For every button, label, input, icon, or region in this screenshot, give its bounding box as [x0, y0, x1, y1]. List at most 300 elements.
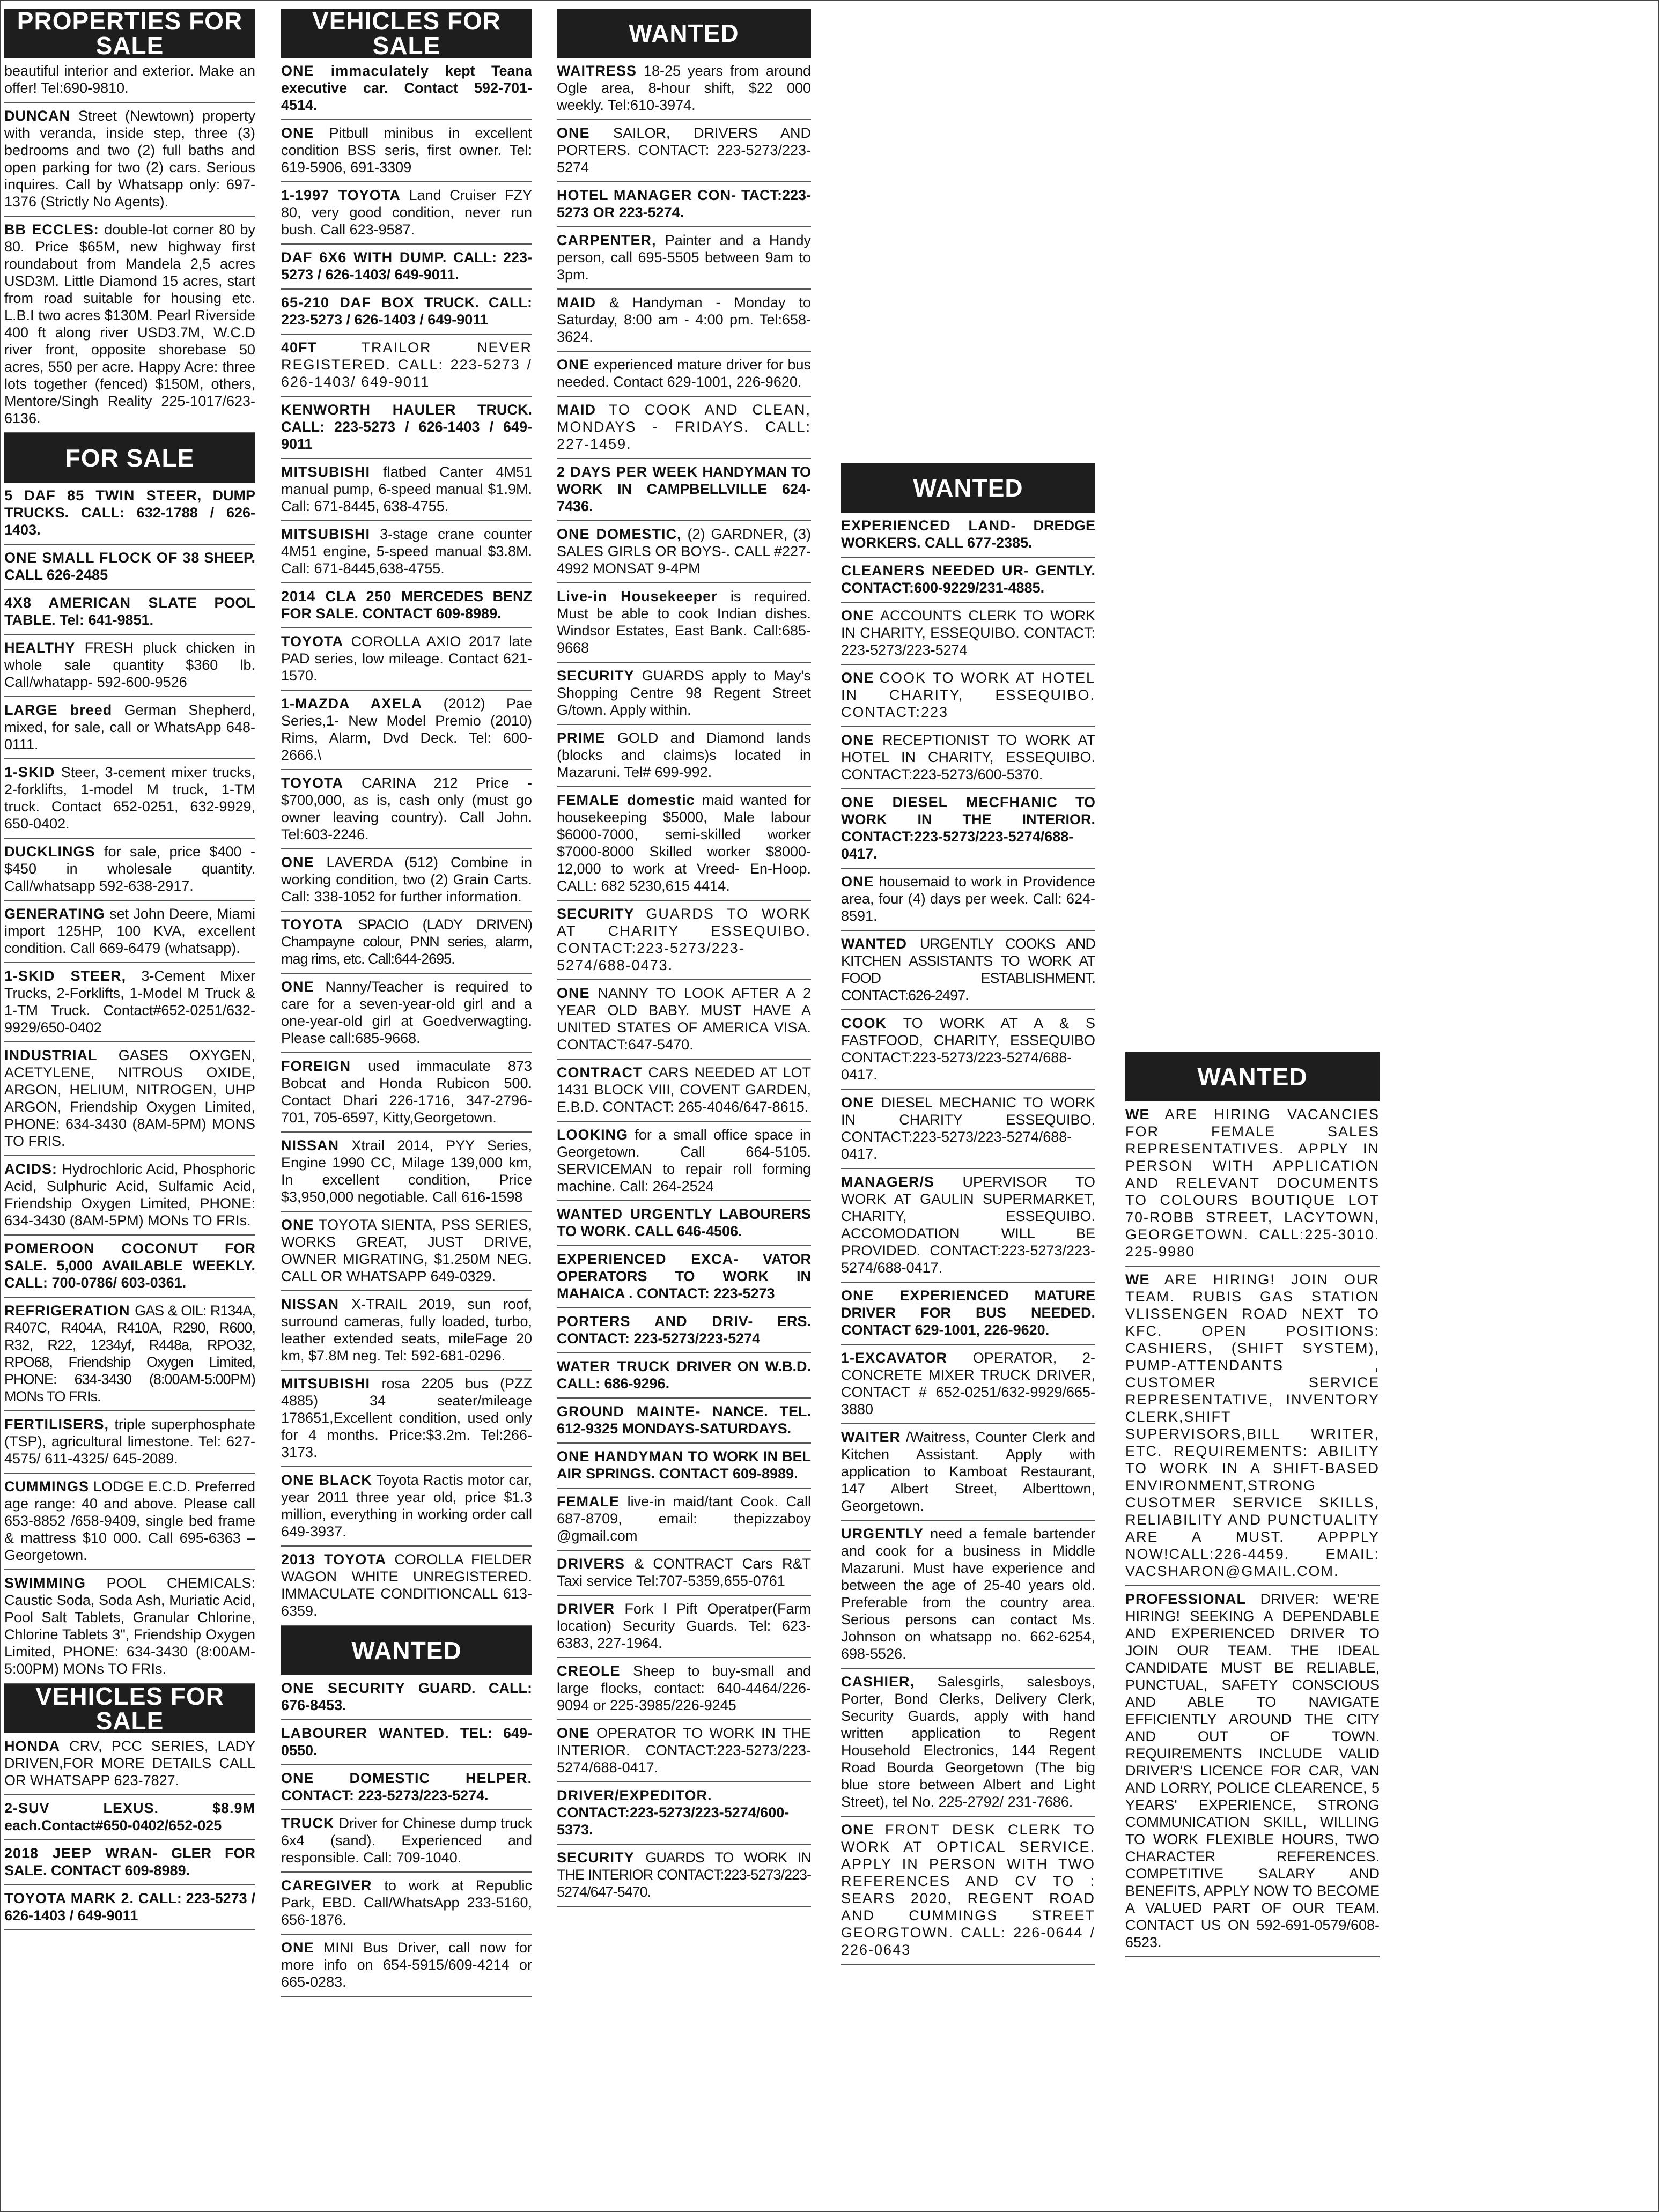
classified-ad [281, 1675, 532, 1720]
ad-text: CALL: 223-5273 / 626-1403 / 649-9011 [4, 1890, 255, 1924]
ad-lead: MAID [557, 294, 596, 310]
ad-text: for a small office space in Georgetown. Call 664-5105. SERVICEMAN to repair roll forming machine. Call: 264-2524 [557, 1127, 811, 1194]
classified-ad [841, 931, 1095, 1010]
section-heading: WANTED [1125, 1052, 1380, 1101]
section-heading: FOR SALE [4, 433, 255, 483]
ad-text: COROLLA AXIO 2017 late PAD series, low mileage. Contact 621-1570. [281, 633, 532, 684]
ad-lead: COOK [841, 1015, 887, 1031]
classified-ad [281, 974, 532, 1053]
classified-ad [557, 901, 811, 980]
ad-lead: ONE BLACK [281, 1472, 372, 1488]
section-heading: PROPERTIES FOR SALE [4, 9, 255, 58]
classified-ad [841, 789, 1095, 869]
classified-ad [841, 1090, 1095, 1169]
ad-text: VATOR OPERATORS TO WORK IN MAHAICA . CONTACT: 223-5273 [557, 1251, 811, 1301]
classified-ad [281, 1467, 532, 1547]
classified-ad [841, 727, 1095, 789]
ad-text: TO WORK AT A & S FASTFOOD, CHARITY, ESSEQUIBO CONTACT:223-5273/223-5274/688-0417. [841, 1015, 1095, 1083]
ad-text: & Handyman - Monday to Saturday, 8:00 am - 4:00 pm. Tel:658-3624. [557, 294, 811, 345]
ad-text: CALL: 223-5273 / 626-1403/ 649-9011. [281, 249, 532, 283]
classified-ad [557, 397, 811, 459]
classified-ad [557, 1782, 811, 1845]
ad-text: kept Teana executive car. Contact 592-701-4514. [281, 63, 532, 113]
ad-lead: WATER TRUCK [557, 1358, 671, 1374]
ad-lead: SWIMMING [4, 1575, 86, 1591]
ad-lead: REFRIGERATION [4, 1303, 130, 1319]
classified-ad [4, 483, 255, 545]
ad-lead: ONE DOMESTIC, [557, 526, 682, 542]
ad-text: each.Contact#650-0402/652-025 [4, 1817, 222, 1833]
ad-text: experienced mature driver for bus needed. Contact 629-1001, 226-9620. [557, 357, 811, 390]
ad-lead: NISSAN [281, 1137, 340, 1153]
ad-text: flatbed Canter 4M51 manual pump, 6-speed manual $1.9M. Call: 671-8445, 638-4755. [281, 464, 532, 514]
classified-ad [281, 1371, 532, 1467]
classified-ad [281, 521, 532, 583]
ad-lead: CREOLE [557, 1663, 621, 1679]
classified-ad [4, 1156, 255, 1236]
classified-ad [557, 1720, 811, 1782]
ad-lead: 2014 CLA 250 [281, 588, 392, 604]
ad-lead: BB ECCLES: [4, 221, 99, 238]
classified-ad [841, 558, 1095, 603]
section-heading: WANTED [557, 9, 811, 58]
classified-ad [281, 1291, 532, 1371]
ad-text: set John Deere, Miami import 125HP, 100 KVA, excellent condition. Call 669-6479 (whatsapp). [4, 906, 255, 956]
ad-text: CONTACT: 223-5273/223-5274. [281, 1787, 489, 1803]
ad-lead: WE [1125, 1106, 1150, 1122]
ad-text: SHEEP. CALL 626-2485 [4, 550, 255, 583]
ad-text: double-lot corner 80 by 80. Price $65M, new highway first roundabout from Mandela 2,5 acres USD3M. Little Diamond 15 acres, start from road suitable for housing etc. L.B.I two acres $130M. Pearl Riverside 400 ft along river USD3.7M, W.C.D river front, opposite shorebase 50 acres, 550 per acre. Happy Acre: three lots together (fenced) $150M, others, Mentore/Singh Reality 225-1017/623-6136. [4, 221, 255, 426]
ad-lead: WAITRESS [557, 63, 637, 79]
ad-text: WORK IN BEL AIR SPRINGS. CONTACT 609-8989. [557, 1448, 811, 1482]
ad-lead: WE [1125, 1271, 1150, 1288]
ad-lead: CAREGIVER [281, 1877, 372, 1893]
ad-text: SAILOR, DRIVERS AND PORTERS. CONTACT: 223-5273/223-5274 [557, 125, 811, 175]
classified-ad [4, 1733, 255, 1795]
classified-ad [281, 335, 532, 397]
ad-lead: CLEANERS NEEDED UR- [841, 563, 1029, 579]
ad-lead: ONE [841, 1094, 874, 1111]
ad-lead: DAF 6X6 WITH DUMP. [281, 249, 447, 265]
ad-lead: 1-EXCAVATOR [841, 1350, 948, 1366]
classified-ad [4, 1236, 255, 1298]
ad-lead: ONE [557, 125, 590, 141]
ad-text: POOL CHEMICALS: Caustic Soda, Soda Ash, Muriatic Acid, Pool Salt Tablets, Granular Chlorine, Chlorine Tablets 3", Friendship Oxygen Limited, PHONE: 634-3430 (8:00AM-5:00PM) MONs TO FRIs. [4, 1575, 255, 1677]
ad-text: Fork l Pift Operatper(Farm location) Security Guards. Tel: 623-6383, 227-1964. [557, 1601, 811, 1651]
ad-lead: DRIVERS [557, 1556, 625, 1572]
classified-ad [557, 1596, 811, 1658]
ad-lead: 2018 JEEP WRAN- [4, 1845, 158, 1861]
ad-lead: ONE [281, 979, 314, 995]
ad-lead: WANTED [841, 936, 907, 952]
ad-lead: HOTEL MANAGER CON- [557, 187, 737, 203]
ad-lead: TOYOTA [281, 633, 344, 649]
classified-ad [4, 963, 255, 1042]
ad-text: UPERVISOR TO WORK AT GAULIN SUPERMARKET, CHARITY, ESSEQUIBO. ACCOMODATION WILL BE PROVIDED. CONTACT:223-5273/223-5274/688-0417. [841, 1174, 1095, 1276]
classified-ad [557, 1444, 811, 1489]
ad-lead: PROFESSIONAL [1125, 1591, 1247, 1607]
classified-ad [281, 1212, 532, 1291]
classified-ad [1125, 1586, 1380, 1957]
ad-lead: ONE [557, 357, 590, 373]
ad-text: 18-25 years from around Ogle area, 8-hour shift, $22 000 weekly. Tel:610-3974. [557, 63, 811, 113]
ad-text: triple superphosphate (TSP), agricultural limestone. Tel: 627-4575/ 611-4325/ 645-2089. [4, 1416, 255, 1467]
ad-text: to work at Republic Park, EBD. Call/WhatsApp 233-5160, 656-1876. [281, 1877, 532, 1928]
classified-ad [841, 603, 1095, 665]
ad-lead: 5 DAF 85 TWIN STEER, [4, 487, 202, 504]
ad-lead: MANAGER/S [841, 1174, 935, 1190]
classified-ad [557, 787, 811, 901]
ad-lead: ONE SECURITY [281, 1680, 405, 1696]
ad-text: GUARDS TO WORK AT CHARITY ESSEQUIBO. CONTACT:223-5273/223-5274/688-0473. [557, 906, 811, 973]
ad-lead: 1-SKID [4, 764, 55, 780]
column-1 [4, 9, 255, 2207]
classified-ad [281, 1133, 532, 1212]
classified-ad [841, 1521, 1095, 1669]
classified-ad [4, 1411, 255, 1474]
ad-lead: EXPERIENCED LAND- [841, 517, 1016, 534]
ad-lead: ONE [281, 125, 314, 141]
classified-ad [841, 1817, 1095, 1965]
ad-text: X-TRAIL 2019, sun roof, surround cameras, fully loaded, turbo, leather extended seats, mileFage 20 km, $7.8M neg. Tel: 592-681-0296. [281, 1296, 532, 1364]
classified-ad [281, 1547, 532, 1626]
classified-ad [557, 290, 811, 352]
ad-text: (2) GARDNER, (3) SALES GIRLS OR BOYS-. CALL #227-4992 MONSAT 9-4PM [557, 526, 811, 576]
ad-text: MATURE DRIVER FOR BUS NEEDED. CONTACT 629-1001, 226-9620. [841, 1288, 1095, 1338]
ad-lead: ONE [281, 1940, 314, 1956]
classified-ad [281, 628, 532, 691]
classified-ad [4, 217, 255, 433]
ad-text: rosa 2205 bus (PZZ 4885) 34 seater/mileage 178651,Excellent condition, used only for 4 months. Price:$3.2m. Tel:266-3173. [281, 1375, 532, 1460]
ad-text: CRV, PCC SERIES, LADY DRIVEN,FOR MORE DETAILS CALL OR WHATSAPP 623-7827. [4, 1738, 255, 1788]
ad-text: FRESH pluck chicken in whole sale quantity $360 lb. Call/whatapp- 592-600-9526 [4, 640, 255, 690]
classified-ad [557, 583, 811, 663]
ad-lead: TOYOTA MARK 2. [4, 1890, 135, 1906]
classified-ad [841, 1010, 1095, 1090]
classified-ad [281, 849, 532, 912]
classified-ad [557, 1246, 811, 1308]
ad-lead: CONTRACT [557, 1064, 643, 1081]
ad-text: ERS. CONTACT: 223-5273/223-5274 [557, 1313, 811, 1347]
section-heading: WANTED [841, 463, 1095, 513]
ad-text: GUARDS TO WORK IN THE INTERIOR CONTACT:223-5273/223-5274/647-5470. [557, 1850, 811, 1900]
ad-text: TEL: 649-0550. [281, 1725, 532, 1758]
classified-ad [841, 1424, 1095, 1521]
classified-ad [4, 839, 255, 901]
ad-text: Driver for Chinese dump truck 6x4 (sand). Experienced and responsible. Call: 709-1040. [281, 1815, 532, 1866]
ad-text: Pitbull minibus in excellent condition BSS seris, first owner. Tel: 619-5906, 691-3309 [281, 125, 532, 175]
ad-lead: DRIVER/EXPEDITOR. [557, 1787, 712, 1803]
ad-text: HANDYMAN TO WORK IN CAMPBELLVILLE 624-7436. [557, 464, 811, 514]
ad-text: German Shepherd, mixed, for sale, call or WhatsApp 648-0111. [4, 702, 255, 752]
ad-lead: SECURITY [557, 906, 635, 922]
ad-text: LABOURERS TO WORK. CALL 646-4506. [557, 1206, 811, 1239]
classified-ad [281, 912, 532, 974]
classified-ad [557, 182, 811, 227]
ad-lead: ONE [557, 1725, 590, 1741]
classified-ad [557, 1845, 811, 1907]
ad-text: CARS NEEDED AT LOT 1431 BLOCK VIII, COVENT GARDEN, E.B.D. CONTACT: 265-4046/647-8615. [557, 1064, 811, 1115]
classified-ad [281, 1720, 532, 1765]
ad-lead: FOREIGN [281, 1058, 351, 1074]
ad-lead: ONE [281, 854, 314, 870]
ad-lead: ONE [281, 1217, 314, 1233]
ad-lead: 2-SUV LEXUS. $8.9M [4, 1800, 255, 1816]
classified-ad [841, 665, 1095, 727]
ad-text: GASES OXYGEN, ACETYLENE, NITROUS OXIDE, ARGON, HELIUM, NITROGEN, UHP ARGON, Friendship Oxygen Limited, PHONE: 634-3430 (8AM-5PM) MONS TO FRIS. [4, 1047, 255, 1149]
classified-ad [557, 459, 811, 521]
ad-lead: ONE [557, 985, 590, 1001]
ad-lead: Live-in Housekeeper [557, 588, 718, 604]
classified-ad [281, 1935, 532, 1997]
ad-lead: MITSUBISHI [281, 526, 371, 542]
classified-ad [4, 635, 255, 697]
ad-text: CONTACT:223-5273/223-5274/600-5373. [557, 1804, 790, 1838]
ad-lead: FERTILISERS, [4, 1416, 109, 1432]
ad-text: URGENTLY COOKS AND KITCHEN ASSISTANTS TO WORK AT FOOD ESTABLISHMENT. CONTACT:626-2497. [841, 936, 1095, 1003]
classified-ad [557, 1201, 811, 1246]
ad-lead: TRUCK [281, 1815, 335, 1831]
ad-text: OPERATOR, 2- CONCRETE MIXER TRUCK DRIVER, CONTACT # 652-0251/632-9929/665-3880 [841, 1350, 1095, 1417]
ad-text: live-in maid/tant Cook. Call 687-8709, email: thepizzaboy @gmail.com [557, 1493, 811, 1544]
section-heading: WANTED [281, 1626, 532, 1675]
ad-lead: LABOURER WANTED. [281, 1725, 449, 1741]
ad-lead: KENWORTH HAULER [281, 402, 456, 418]
classified-ad [281, 182, 532, 245]
ad-lead: 40FT [281, 339, 318, 356]
ad-text: Hydrochloric Acid, Phosphoric Acid, Sulphuric Acid, Sulfamic Acid, Friendship Oxygen Limited, PHONE: 634-3430 (8AM-5PM) MONs TO FRIs. [4, 1161, 255, 1229]
classified-ad [4, 1795, 255, 1840]
ad-lead: ONE DIESEL MECFHANIC [841, 794, 1058, 810]
classified-ad [557, 120, 811, 182]
ad-lead: HEALTHY [4, 640, 76, 656]
classified-ad [841, 1669, 1095, 1817]
ad-lead: MITSUBISHI [281, 464, 371, 480]
classified-ad [4, 1570, 255, 1684]
ad-text: Xtrail 2014, PYY Series, Engine 1990 CC, Milage 139,000 km, In excellent condition, Price $3,950,000 negotiable. Call 616-1598 [281, 1137, 532, 1205]
ad-lead: PRIME [557, 730, 606, 746]
ad-lead: SECURITY [557, 1850, 635, 1866]
ad-text: 3-stage crane counter 4M51 engine, 5-speed manual $3.8M. Call: 671-8445,638-4755. [281, 526, 532, 576]
ad-lead: TOYOTA [281, 916, 344, 933]
ad-text: Toyota Ractis motor car, year 2011 three year old, price $1.3 million, everything in working order call 649-3937. [281, 1472, 532, 1540]
ad-lead: URGENTLY [841, 1526, 924, 1542]
ad-lead: 4X8 AMERICAN SLATE [4, 595, 197, 611]
ad-text: NANNY TO LOOK AFTER A 2 YEAR OLD BABY. MUST HAVE A UNITED STATES OF AMERICA VISA. CONTACT:647-5470. [557, 985, 811, 1053]
ad-lead: NISSAN [281, 1296, 340, 1312]
section-heading: VEHICLES FOR SALE [4, 1684, 255, 1733]
ad-lead: SECURITY [557, 668, 635, 684]
classified-ad [281, 459, 532, 521]
classified-ad [4, 103, 255, 217]
ad-text: Land Cruiser FZY 80, very good condition, never run bush. Call 623-9587. [281, 187, 532, 238]
ad-text: SPACIO (LADY DRIVEN) Champayne colour, PNN series, alarm, mag rims, etc. Call:644-2695. [281, 916, 532, 967]
ad-text: ARE HIRING VACANCIES FOR FEMALE SALES REPRESENTATIVES. APPLY IN PERSON WITH APPLICATION AND RELEVANT DOCUMENTS TO COLOURS BOUTIQUE LOT 70-ROBB STREET, LACYTOWN, GEORGETOWN. CALL:225-3010. 225-9980 [1125, 1106, 1380, 1260]
classified-ad [557, 1399, 811, 1444]
ad-lead: ONE HANDYMAN TO [557, 1448, 709, 1464]
classified-ad [841, 1345, 1095, 1424]
ad-text: GUARD. CALL: 676-8453. [281, 1680, 532, 1713]
classified-ad [4, 759, 255, 839]
ad-text: GUARDS apply to May's Shopping Centre 98 Regent Street G/town. Apply within. [557, 668, 811, 718]
ad-lead: MITSUBISHI [281, 1375, 371, 1392]
ad-lead: ONE SMALL FLOCK OF 38 [4, 550, 200, 566]
ad-text: Steer, 3-cement mixer trucks, 2-forklifts, 1-model M truck, 1-TM truck. Contact 652-0251, 632-9929, 650-0402. [4, 764, 255, 832]
ad-lead: ONE DOMESTIC HELPER. [281, 1770, 532, 1786]
classified-ad [4, 590, 255, 635]
ad-lead: 65-210 DAF BOX [281, 294, 415, 310]
classified-ad [4, 1298, 255, 1411]
ad-text: TO WORK IN THE INTERIOR. CONTACT:223-5273/223-5274/688-0417. [841, 794, 1095, 862]
ad-lead: FEMALE domestic [557, 792, 695, 808]
ad-text: /Waitress, Counter Clerk and Kitchen Assistant. Apply with application to Kamboat Restaurant, 147 Albert Street, Alberttown, Georgetown. [841, 1429, 1095, 1514]
classified-ad [4, 901, 255, 963]
classified-ad [841, 869, 1095, 931]
ad-text: Street (Newtown) property with veranda, inside step, three (3) bedrooms and two (2) full baths and open parking for two (2) cars. Serious inquires. Call by Whatsapp only: 697-1376 (Strictly No Agents). [4, 108, 255, 210]
ad-lead: GROUND MAINTE- [557, 1403, 701, 1419]
ad-text: Sheep to buy-small and large flocks, contact: 640-4464/226-9094 or 225-3985/226-9245 [557, 1663, 811, 1713]
ad-text: maid wanted for housekeeping $5000, Male labour $6000-7000, semi-skilled worker $7000-8000 Skilled worker $8000-12,000 to work at Vreed- En-Hoop. CALL: 682 5230,615 4414. [557, 792, 811, 894]
ad-lead: EXPERIENCED EXCA- [557, 1251, 739, 1267]
ad-text: used immaculate 873 Bobcat and Honda Rubicon 500. Contact Dhari 226-1716, 347-2796-701, 705-6597, Kitty,Georgetown. [281, 1058, 532, 1126]
ad-text: 3-Cement Mixer Trucks, 2-Forklifts, 1-Model M Truck & 1-TM Truck. Contact#652-0251/632-9929/650-0402 [4, 968, 255, 1035]
ad-lead: DRIVER [557, 1601, 615, 1617]
ad-text: TACT:223-5273 OR 223-5274. [557, 187, 811, 220]
column-3 [557, 9, 811, 2207]
classified-ad [557, 1122, 811, 1201]
ad-text: (2012) Pae Series,1- New Model Premio (2010) Rims, Alarm, Dvd Deck. Tel: 600-2666.\ [281, 696, 532, 763]
ad-lead: ACIDS: [4, 1161, 57, 1177]
ad-text: TRUCK. CALL: 223-5273 / 626-1403 / 649-9011 [281, 402, 532, 452]
classified-ad [4, 1885, 255, 1930]
ad-text: beautiful interior and exterior. Make an offer! Tel:690-9810. [4, 63, 255, 96]
classified-ad [4, 1042, 255, 1156]
classified-ad [557, 725, 811, 787]
ad-text: Painter and a Handy person, call 695-5505 between 9am to 3pm. [557, 232, 811, 283]
classified-ad [281, 1810, 532, 1873]
ad-text: MERCEDES BENZ FOR SALE. CONTACT 609-8989. [281, 588, 532, 622]
classified-ad [841, 513, 1095, 558]
classified-ad [4, 1474, 255, 1570]
ad-lead: CASHIER, [841, 1674, 915, 1690]
ad-lead: 2 DAYS PER WEEK [557, 464, 698, 480]
ad-text: DREDGE WORKERS. CALL 677-2385. [841, 517, 1095, 551]
ad-text: CARINA 212 Price - $700,000, as is, cash only (must go owner leaving country). Call John. Tel:603-2246. [281, 775, 532, 842]
column-2 [281, 9, 532, 2207]
ad-text: DIESEL MECHANIC TO WORK IN CHARITY ESSEQUIBO. CONTACT:223-5273/223-5274/688-0417. [841, 1094, 1095, 1162]
ad-lead: LARGE breed [4, 702, 113, 718]
ad-lead: FEMALE [557, 1493, 620, 1510]
ad-text: MINI Bus Driver, call now for more info on 654-5915/609-4214 or 665-0283. [281, 1940, 532, 1990]
ad-lead: 1-1997 TOYOTA [281, 187, 401, 203]
ad-text: FRONT DESK CLERK TO WORK AT OPTICAL SERVICE. APPLY IN PERSON WITH TWO REFERENCES AND CV TO : SEARS 2020, REGENT ROAD AND CUMMINGS STREET GEORGTOWN. CALL: 226-0644 / 226-0643 [841, 1822, 1095, 1958]
classified-ad [281, 1765, 532, 1810]
classified-ad [281, 120, 532, 182]
classified-ad [281, 691, 532, 770]
classified-ad [281, 397, 532, 459]
ad-text: OPERATOR TO WORK IN THE INTERIOR. CONTACT:223-5273/223-5274/688-0417. [557, 1725, 811, 1775]
ad-text: GENTLY. CONTACT:600-9229/231-4885. [841, 563, 1095, 596]
classified-ad [4, 1840, 255, 1885]
ad-lead: GENERATING [4, 906, 106, 922]
ad-lead: ONE [841, 1822, 874, 1838]
classified-ad [841, 1169, 1095, 1283]
ad-text: & CONTRACT Cars R&T Taxi service Tel:707-5359,655-0761 [557, 1556, 811, 1589]
ad-text: POOL TABLE. Tel: 641-9851. [4, 595, 255, 628]
ad-text: TRAILOR NEVER REGISTERED. CALL: 223-5273 / 626-1403/ 649-9011 [281, 339, 532, 390]
classified-ad [557, 1658, 811, 1720]
ad-lead: ONE [841, 874, 874, 890]
ad-text: TRUCK. CALL: 223-5273 / 626-1403 / 649-9011 [281, 294, 532, 328]
classified-ad [281, 583, 532, 628]
ad-text: FOR SALE. 5,000 AVAILABLE WEEKLY. CALL: 700-0786/ 603-0361. [4, 1240, 255, 1291]
classified-ad [281, 1873, 532, 1935]
classified-ad [557, 352, 811, 397]
ad-text: RECEPTIONIST TO WORK AT HOTEL IN CHARITY, ESSEQUIBO. CONTACT:223-5273/600-5370. [841, 732, 1095, 782]
classified-ad [4, 58, 255, 103]
ad-text: housemaid to work in Providence area, four (4) days per week. Call: 624-8591. [841, 874, 1095, 924]
ad-text: GLER FOR SALE. CONTACT 609-8989. [4, 1845, 255, 1878]
classified-ad [281, 245, 532, 290]
ad-text: GOLD and Diamond lands (blocks and claims)s located in Mazaruni. Tel# 699-992. [557, 730, 811, 780]
classified-ad [1125, 1101, 1380, 1267]
ad-text: Salesgirls, salesboys, Porter, Bond Clerks, Delivery Clerk, Security Guards, apply with hand written application to Regent Household Electronics, 144 Regent Road Bourda Georgetown (The big blue store between Albert and Light Street), tel No. 225-2792/ 231-7686. [841, 1674, 1095, 1810]
ad-lead: ONE immaculately [281, 63, 429, 79]
section-heading: VEHICLES FOR SALE [281, 9, 532, 58]
ad-lead: WANTED URGENTLY [557, 1206, 713, 1222]
ad-lead: ONE EXPERIENCED [841, 1288, 1009, 1304]
ad-lead: POMEROON COCONUT [4, 1240, 198, 1256]
classified-ad [557, 980, 811, 1060]
classified-ad [557, 663, 811, 725]
ad-lead: INDUSTRIAL [4, 1047, 98, 1063]
classified-ad [557, 1489, 811, 1551]
ad-text: for sale, price $400 - $450 in wholesale quantity. Call/whatsapp 592-638-2917. [4, 844, 255, 894]
ad-lead: DUNCAN [4, 108, 70, 124]
ad-text: LODGE E.C.D. Preferred age range: 40 and above. Please call 653-8852 /658-9409, single bed frame & mattress $10 000. Call 695-6363 – Georgetown. [4, 1478, 255, 1563]
ad-lead: PORTERS AND DRIV- [557, 1313, 754, 1329]
ad-text: DRIVER: WE'RE HIRING! SEEKING A DEPENDABLE AND EXPERIENCED DRIVER TO JOIN OUR TEAM. THE IDEAL CANDIDATE MUST BE RELIABLE, PUNCTUAL, SAFETY CONSCIOUS AND ABLE TO NAVIGATE EFFICIENTLY AROUND THE CITY AND OUT OF TOWN. REQUIREMENTS INCLUDE VALID DRIVER'S LICENCE FOR CAR, VAN AND LORRY, POLICE CLEARENCE, 5 YEARS' EXPERIENCE, STRONG COMMUNICATION SKILL, WILLING TO WORK FLEXIBLE HOURS, TWO CHARACTER REFERENCES. COMPETITIVE SALARY AND BENEFITS, APPLY NOW TO BECOME A VALUED PART OF OUR TEAM. CONTACT US ON 592-691-0579/608-6523. [1125, 1591, 1380, 1950]
ad-text: need a female bartender and cook for a business in Middle Mazaruni. Must have experience and between the age of 25-40 years old. Preferable from the country area. Serious persons can contact Ms. Johnson on whatsapp no. 662-6254, 698-5526. [841, 1526, 1095, 1662]
ad-text: LAVERDA (512) Combine in working condition, two (2) Grain Carts. Call: 338-1052 for further information. [281, 854, 532, 905]
ad-lead: 1-MAZDA AXELA [281, 696, 423, 712]
classified-ad [841, 1283, 1095, 1345]
classified-ad [281, 290, 532, 335]
classified-ad [281, 58, 532, 120]
ad-lead: DUCKLINGS [4, 844, 95, 860]
ad-lead: LOOKING [557, 1127, 628, 1143]
ad-lead: ONE [841, 732, 874, 748]
ad-text: DRIVER ON W.B.D. CALL: 686-9296. [557, 1358, 811, 1392]
ad-lead: ONE [841, 608, 874, 624]
ad-lead: CARPENTER, [557, 232, 657, 248]
classified-ad [557, 58, 811, 120]
ad-text: Nanny/Teacher is required to care for a seven-year-old girl and a one-year-old girl at Goedverwagting. Please call:685-9668. [281, 979, 532, 1046]
ad-lead: TOYOTA [281, 775, 344, 791]
ad-lead: WAITER [841, 1429, 901, 1445]
classified-ad [557, 521, 811, 583]
ad-text: ARE HIRING! JOIN OUR TEAM. RUBIS GAS STATION VLISSENGEN ROAD NEXT TO KFC. OPEN POSITIONS: CASHIERS, (SHIFT SYSTEM), PUMP-ATTENDANTS , CUSTOMER SERVICE REPRESENTATIVE, INVENTORY CLERK,SHIFT SUPERVISORS,BILL WRITER, ETC. REQUIREMENTS: ABILITY TO WORK IN A SHIFT-BASED ENVIRONMENT,STRONG CUSOTMER SERVICE SKILLS, RELIABILITY AND PUNCTUALITY ARE A MUST. APPPLY NOW!CALL:226-4459. EMAIL: VACSHARON@GMAIL.COM. [1125, 1271, 1380, 1579]
classified-ad [557, 1551, 811, 1596]
ad-lead: ONE [841, 670, 874, 686]
classified-ad [281, 770, 532, 849]
ad-lead: MAID [557, 402, 596, 418]
ad-text: COOK TO WORK AT HOTEL IN CHARITY, ESSEQUIBO. CONTACT:223 [841, 670, 1095, 720]
ad-lead: HONDA [4, 1738, 60, 1754]
ad-text: NANCE. TEL. 612-9325 MONDAYS-SATURDAYS. [557, 1403, 811, 1437]
ad-text: is required. Must be able to cook Indian dishes. Windsor Estates, East Bank. Call:685-9668 [557, 588, 811, 656]
classified-ad [4, 545, 255, 590]
